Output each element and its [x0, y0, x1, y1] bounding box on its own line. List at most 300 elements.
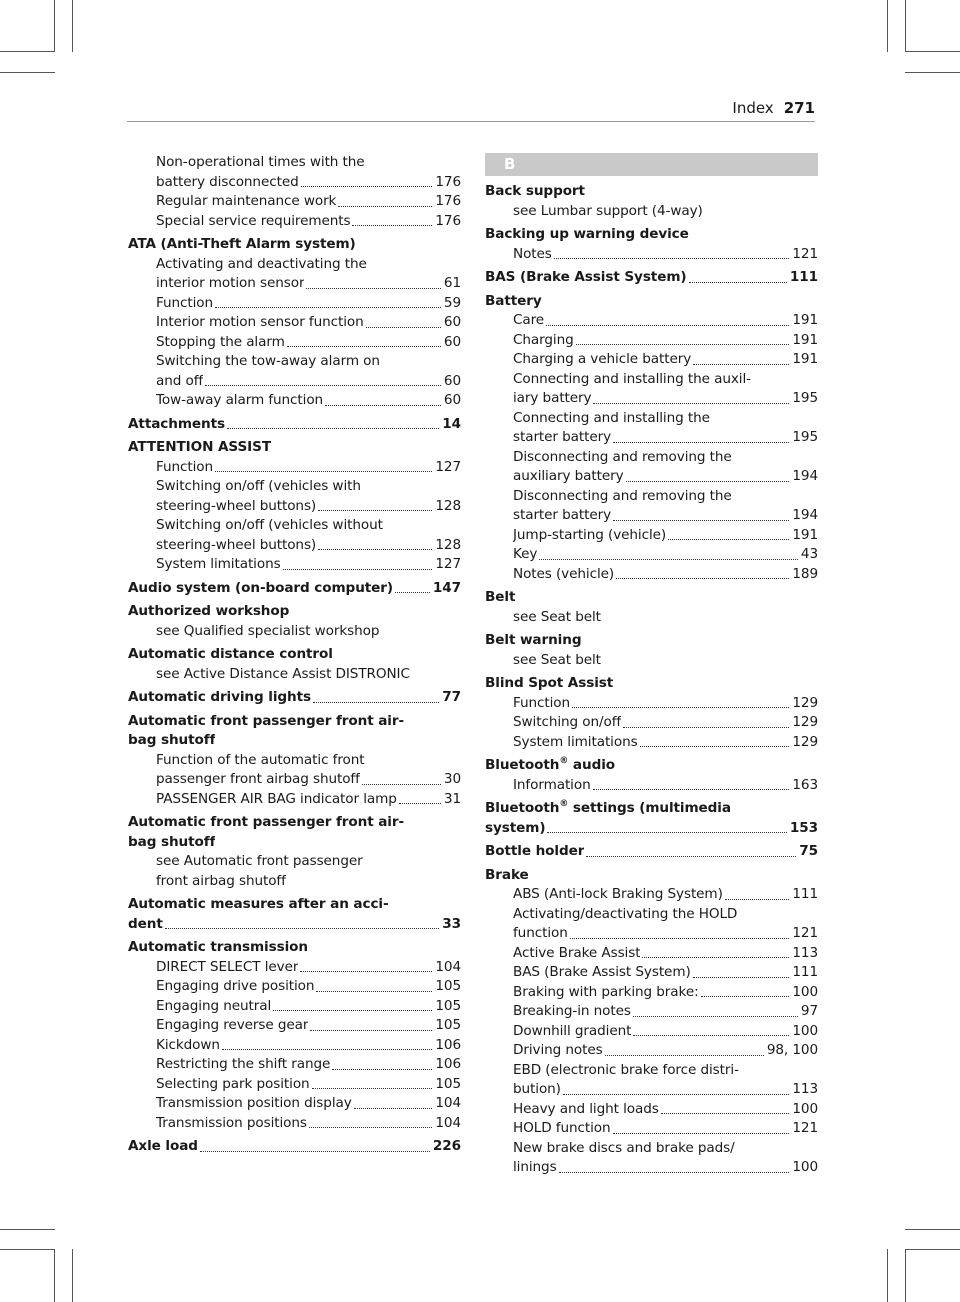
crop-mark — [72, 1249, 73, 1302]
entry-label: steering-wheel buttons) — [156, 497, 317, 514]
page-reference[interactable]: 105 — [435, 1075, 461, 1092]
entry-text — [485, 588, 515, 608]
page-reference[interactable]: 195 — [792, 390, 818, 406]
index-entry-line — [128, 458, 461, 478]
dot-leader — [613, 1133, 790, 1134]
crop-mark — [72, 0, 73, 52]
header-rule — [127, 121, 815, 122]
index-entry-line — [128, 852, 461, 872]
entry-label-continued: audio — [568, 757, 615, 773]
entry-label: PASSENGER AIR BAG indicator lamp — [156, 790, 397, 807]
index-entry-heading — [485, 292, 818, 312]
dot-leader — [222, 1049, 432, 1050]
entry-label: system) — [485, 819, 546, 836]
entry-text — [156, 751, 365, 771]
dot-leader — [300, 971, 432, 972]
page-reference[interactable]: 129 — [792, 694, 818, 711]
index-entry-line — [485, 983, 818, 1003]
entry-label: Switching on/off (vehicles without — [156, 517, 383, 533]
entry-text — [128, 688, 311, 708]
entry-text — [156, 1075, 310, 1095]
entry-text — [485, 225, 689, 245]
entry-label: Engaging drive position — [156, 978, 315, 994]
entry-label: Interior motion sensor function — [156, 314, 364, 330]
page-reference[interactable]: 129 — [792, 714, 818, 730]
entry-text — [513, 311, 544, 331]
entry-text — [513, 350, 691, 370]
index-entry-line — [485, 202, 818, 222]
page-reference[interactable]: 113 — [792, 944, 818, 961]
index-entry-line — [128, 516, 461, 536]
entry-text — [513, 545, 537, 565]
entry-text — [156, 622, 379, 642]
index-entry-line — [485, 467, 818, 487]
page-reference[interactable]: 43 — [800, 546, 818, 562]
dot-leader — [325, 405, 441, 406]
page-reference[interactable]: 111 — [792, 886, 818, 902]
dot-leader — [362, 784, 441, 785]
page-reference[interactable]: 60 — [443, 333, 461, 350]
page-reference[interactable]: 60 — [443, 372, 461, 389]
dot-leader — [165, 928, 440, 929]
entry-label: Switching on/off (vehicles with — [156, 478, 361, 494]
dot-leader — [227, 428, 439, 429]
entry-label: Notes — [513, 245, 552, 262]
page-reference[interactable]: 176 — [435, 193, 461, 209]
page-reference[interactable]: 176 — [435, 212, 461, 229]
index-entry-line — [485, 1041, 818, 1061]
entry-label: dent — [128, 915, 163, 932]
dot-leader — [287, 346, 441, 347]
index-entry-line — [128, 1055, 461, 1075]
entry-label: see Seat belt — [513, 651, 601, 668]
entry-text — [128, 833, 215, 853]
entry-label: see Seat belt — [513, 608, 601, 625]
entry-label: ATA (Anti-Theft Alarm system) — [128, 236, 356, 252]
entry-text — [156, 458, 213, 478]
page-reference[interactable]: 100 — [792, 983, 818, 1000]
entry-label: Switching on/off — [513, 714, 622, 730]
page-reference[interactable]: 127 — [435, 458, 461, 475]
entry-text — [128, 895, 389, 915]
entry-text — [485, 842, 584, 862]
dot-leader — [661, 1113, 790, 1114]
index-entry-line — [128, 372, 461, 392]
dot-leader — [559, 1172, 790, 1173]
page-reference[interactable]: 226 — [432, 1138, 461, 1154]
registered-mark: ® — [559, 756, 569, 766]
page-reference[interactable]: 105 — [435, 997, 461, 1014]
page-reference[interactable]: 30 — [443, 771, 461, 787]
entry-text — [156, 477, 361, 497]
page-reference[interactable]: 128 — [435, 536, 461, 553]
page-reference[interactable]: 111 — [789, 269, 818, 285]
dot-leader — [642, 957, 789, 958]
index-entry-line — [128, 872, 461, 892]
entry-text — [156, 274, 304, 294]
entry-text — [513, 651, 601, 671]
entry-text — [485, 292, 542, 312]
entry-label: DIRECT SELECT lever — [156, 958, 299, 975]
entry-text — [156, 1055, 330, 1075]
entry-text — [513, 1022, 631, 1042]
page-reference[interactable]: 105 — [435, 1017, 461, 1033]
dot-leader — [200, 1151, 430, 1152]
index-entry-line — [485, 487, 818, 507]
entry-text — [156, 872, 286, 892]
entry-text — [156, 333, 285, 353]
page-reference[interactable]: 75 — [799, 843, 818, 859]
dot-leader — [547, 832, 786, 833]
index-entry-line — [128, 212, 461, 232]
entry-text — [156, 790, 397, 810]
page-reference[interactable]: 147 — [432, 579, 461, 596]
dot-leader — [354, 1108, 433, 1109]
page-reference[interactable]: 128 — [435, 497, 461, 514]
page-reference[interactable]: 121 — [792, 1120, 818, 1136]
dot-leader — [613, 442, 789, 443]
entry-label: battery disconnected — [156, 173, 299, 190]
entry-label: see Active Distance Assist DISTRONIC — [156, 665, 410, 682]
index-entry-heading — [128, 813, 461, 833]
entry-text — [513, 963, 691, 983]
dot-leader — [693, 977, 790, 978]
page-reference[interactable]: 100 — [792, 1100, 818, 1117]
entry-label: Driving notes — [513, 1042, 603, 1058]
page-reference[interactable]: 153 — [789, 819, 818, 836]
index-entry-line — [485, 1002, 818, 1022]
entry-label: Notes (vehicle) — [513, 565, 615, 582]
index-entry-line — [485, 1139, 818, 1159]
page-reference[interactable]: 111 — [792, 964, 818, 980]
entry-label: Activating and deactivating the — [156, 255, 367, 272]
entry-text — [513, 1061, 739, 1081]
entry-label: Transmission position display — [156, 1095, 352, 1111]
index-entry-line — [128, 255, 461, 275]
entry-text — [156, 958, 298, 978]
index-entry-line — [485, 885, 818, 905]
page-number: 271 — [783, 99, 815, 117]
page-reference[interactable]: 104 — [435, 1095, 461, 1111]
index-entry-line — [128, 294, 461, 314]
entry-label: Connecting and installing the — [513, 409, 710, 426]
page-reference[interactable]: 191 — [792, 351, 818, 367]
index-entry-heading — [485, 866, 818, 886]
entry-text — [513, 506, 611, 526]
entry-text — [513, 370, 751, 390]
index-entry-line — [485, 565, 818, 585]
entry-text — [513, 905, 737, 925]
page-reference[interactable]: 121 — [792, 245, 818, 262]
dot-leader — [283, 569, 433, 570]
entry-text — [513, 983, 699, 1003]
entry-text — [485, 182, 585, 202]
index-entry-heading — [128, 438, 461, 458]
dot-leader — [572, 707, 789, 708]
entry-label: Downhill gradient — [513, 1022, 632, 1039]
page-reference[interactable]: 191 — [792, 526, 818, 543]
index-column-right — [485, 153, 818, 1178]
index-entry-line — [485, 819, 818, 839]
index-entry-line — [128, 192, 461, 212]
entry-label: Belt — [485, 589, 516, 605]
dot-leader — [310, 1030, 432, 1031]
dot-leader — [546, 325, 789, 326]
entry-text — [513, 1139, 735, 1159]
entry-label: Kickdown — [156, 1036, 220, 1053]
page-reference[interactable]: 14 — [442, 415, 461, 432]
crop-mark — [905, 1249, 906, 1302]
entry-label: Disconnecting and removing the — [513, 487, 732, 504]
entry-text — [128, 712, 404, 732]
index-entry-line — [485, 409, 818, 429]
entry-label: HOLD function — [513, 1120, 611, 1136]
entry-label: Breaking-in notes — [513, 1003, 631, 1019]
entry-label: Automatic distance control — [128, 646, 333, 662]
page-reference[interactable]: 98, 100 — [766, 1042, 818, 1058]
dot-leader — [316, 991, 432, 992]
crop-mark — [54, 0, 55, 52]
entry-text — [513, 467, 624, 487]
page-reference[interactable]: 163 — [792, 776, 818, 793]
page-reference[interactable]: 60 — [443, 392, 461, 408]
page-reference[interactable]: 106 — [435, 1036, 461, 1053]
index-entry-heading — [485, 631, 818, 651]
entry-label: Axle load — [128, 1138, 198, 1154]
index-entry-line — [128, 477, 461, 497]
entry-label: Key — [513, 546, 538, 562]
entry-label: Switching the tow-away alarm on — [156, 353, 380, 369]
entry-text — [156, 294, 213, 314]
index-entry-line — [128, 731, 461, 751]
dot-leader — [306, 288, 440, 289]
dot-leader — [668, 539, 789, 540]
dot-leader — [586, 856, 796, 857]
entry-text — [485, 799, 731, 819]
entry-label: Disconnecting and removing the — [513, 448, 732, 465]
page-reference[interactable]: 60 — [443, 314, 461, 330]
page-reference[interactable]: 191 — [792, 312, 818, 328]
dot-leader — [725, 899, 790, 900]
entry-label: Active Brake Assist — [513, 944, 641, 961]
page-reference[interactable]: 121 — [792, 925, 818, 941]
dot-leader — [399, 803, 441, 804]
page-reference[interactable]: 33 — [442, 915, 461, 932]
entry-label: Stopping the alarm — [156, 333, 285, 350]
entry-label: ATTENTION ASSIST — [128, 439, 271, 455]
index-entry-line — [485, 608, 818, 628]
crop-mark — [54, 1249, 55, 1302]
entry-text — [513, 1080, 561, 1100]
page-reference[interactable]: 61 — [443, 275, 461, 291]
dot-leader — [605, 1055, 764, 1056]
page-reference[interactable]: 129 — [792, 733, 818, 750]
entry-text — [156, 255, 367, 275]
entry-label: Non-operational times with the — [156, 154, 365, 170]
header-title: Index — [732, 99, 774, 117]
entry-label: Braking with parking brake: — [513, 983, 699, 1000]
entry-label: Engaging neutral — [156, 997, 272, 1014]
entry-label: Brake — [485, 866, 529, 883]
dot-leader — [570, 938, 790, 939]
entry-label: bag shutoff — [128, 833, 216, 850]
entry-text — [156, 352, 380, 372]
index-entry-line — [128, 1094, 461, 1114]
entry-text — [513, 1002, 631, 1022]
entry-label: ABS (Anti-lock Braking System) — [513, 886, 723, 902]
crop-mark — [905, 1249, 960, 1250]
index-entry-line — [128, 313, 461, 333]
index-entry-heading — [128, 415, 461, 435]
entry-text — [513, 202, 703, 222]
page-reference[interactable]: 105 — [435, 978, 461, 994]
index-entry-line — [485, 944, 818, 964]
index-entry-heading — [128, 712, 461, 732]
entry-label: Charging a vehicle battery — [513, 351, 692, 367]
entry-text — [128, 235, 356, 255]
dot-leader — [613, 520, 789, 521]
entry-text — [128, 915, 163, 935]
entry-label: BAS (Brake Assist System) — [485, 269, 687, 285]
entry-label: Special service requirements — [156, 212, 351, 229]
entry-label: Care — [513, 312, 545, 328]
index-entry-heading — [128, 1137, 461, 1157]
index-entry-heading — [128, 688, 461, 708]
index-entry-line — [128, 997, 461, 1017]
entry-text — [513, 944, 640, 964]
entry-label: steering-wheel buttons) — [156, 536, 317, 553]
entry-label: Transmission positions — [156, 1114, 307, 1131]
entry-text — [485, 631, 581, 651]
dot-leader — [640, 746, 790, 747]
page-reference[interactable]: 100 — [792, 1159, 818, 1175]
index-entry-heading — [128, 938, 461, 958]
page-reference[interactable]: 127 — [435, 556, 461, 572]
entry-text — [513, 526, 666, 546]
entry-label: Bluetooth — [485, 757, 560, 773]
entry-text — [156, 852, 363, 872]
index-entry-line — [485, 776, 818, 796]
page-reference[interactable]: 97 — [800, 1003, 818, 1019]
entry-text — [485, 819, 545, 839]
entry-label: auxiliary battery — [513, 468, 624, 484]
dot-leader — [313, 702, 439, 703]
page-reference[interactable]: 104 — [435, 1114, 461, 1131]
entry-label: function — [513, 925, 568, 941]
dot-leader — [215, 307, 441, 308]
page-reference[interactable]: 194 — [792, 507, 818, 523]
index-entry-line — [485, 545, 818, 565]
index-entry-line — [485, 1100, 818, 1120]
entry-text — [513, 733, 638, 753]
page-reference[interactable]: 176 — [435, 173, 461, 190]
page-reference[interactable]: 191 — [792, 331, 818, 348]
entry-label: Bluetooth — [485, 800, 560, 816]
entry-label: Activating/deactivating the HOLD — [513, 905, 738, 922]
entry-label: Function — [156, 458, 214, 475]
crop-mark — [887, 1249, 888, 1302]
entry-text — [513, 565, 614, 585]
entry-text — [128, 602, 289, 622]
entry-text — [128, 813, 404, 833]
index-entry-line — [485, 370, 818, 390]
page-reference[interactable]: 113 — [792, 1081, 818, 1097]
index-entry-heading — [485, 842, 818, 862]
page-reference[interactable]: 77 — [442, 689, 461, 705]
index-entry-line — [128, 274, 461, 294]
page-reference[interactable]: 189 — [792, 565, 818, 582]
entry-text — [156, 1016, 308, 1036]
page-reference[interactable]: 106 — [435, 1056, 461, 1072]
crop-mark — [905, 1229, 960, 1230]
entry-label: Blind Spot Assist — [485, 675, 614, 691]
entry-label: see Qualified specialist workshop — [156, 622, 380, 639]
entry-label: Authorized workshop — [128, 603, 290, 619]
dot-leader — [301, 186, 433, 187]
entry-label: Jump-starting (vehicle) — [513, 526, 667, 543]
entry-label: Function — [156, 294, 214, 311]
entry-text — [156, 212, 350, 232]
index-column-left — [128, 153, 461, 1157]
index-entry-line — [128, 536, 461, 556]
entry-text — [128, 1137, 198, 1157]
index-entry-line — [485, 905, 818, 925]
page-reference[interactable]: 100 — [792, 1022, 818, 1039]
index-entry-line — [485, 526, 818, 546]
entry-label: see Lumbar support (4-way) — [513, 202, 703, 219]
dot-leader — [701, 996, 790, 997]
entry-text — [156, 313, 364, 333]
dot-leader — [563, 1094, 789, 1095]
entry-text — [128, 938, 308, 958]
entry-text — [156, 516, 383, 536]
entry-text — [156, 497, 316, 517]
page-reference[interactable]: 31 — [443, 790, 461, 807]
entry-text — [513, 487, 732, 507]
index-entry-line — [485, 713, 818, 733]
dot-leader — [352, 225, 432, 226]
dot-leader — [309, 1127, 432, 1128]
entry-text — [513, 331, 574, 351]
page-reference[interactable]: 59 — [443, 294, 461, 311]
entry-text — [156, 372, 203, 392]
dot-leader — [366, 327, 441, 328]
entry-label: starter battery — [513, 429, 612, 445]
entry-label: see Automatic front passenger — [156, 853, 363, 869]
entry-text — [156, 153, 365, 173]
entry-text — [128, 645, 333, 665]
page-reference[interactable]: 194 — [792, 468, 818, 484]
index-entry-line — [485, 733, 818, 753]
entry-label: starter battery — [513, 507, 612, 523]
dot-leader — [689, 282, 787, 283]
entry-text — [485, 866, 529, 886]
entry-text — [485, 268, 687, 288]
entry-text — [513, 389, 591, 409]
dot-leader — [205, 385, 441, 386]
dot-leader — [395, 592, 430, 593]
entry-text — [513, 1119, 611, 1139]
page-reference[interactable]: 104 — [435, 958, 461, 975]
index-entry-line — [485, 1158, 818, 1178]
dot-leader — [616, 578, 789, 579]
entry-text — [513, 1041, 603, 1061]
entry-label: bution) — [513, 1081, 561, 1097]
entry-label: linings — [513, 1159, 557, 1175]
dot-leader — [593, 403, 789, 404]
index-entry-heading — [485, 225, 818, 245]
page-reference[interactable]: 195 — [792, 429, 818, 445]
